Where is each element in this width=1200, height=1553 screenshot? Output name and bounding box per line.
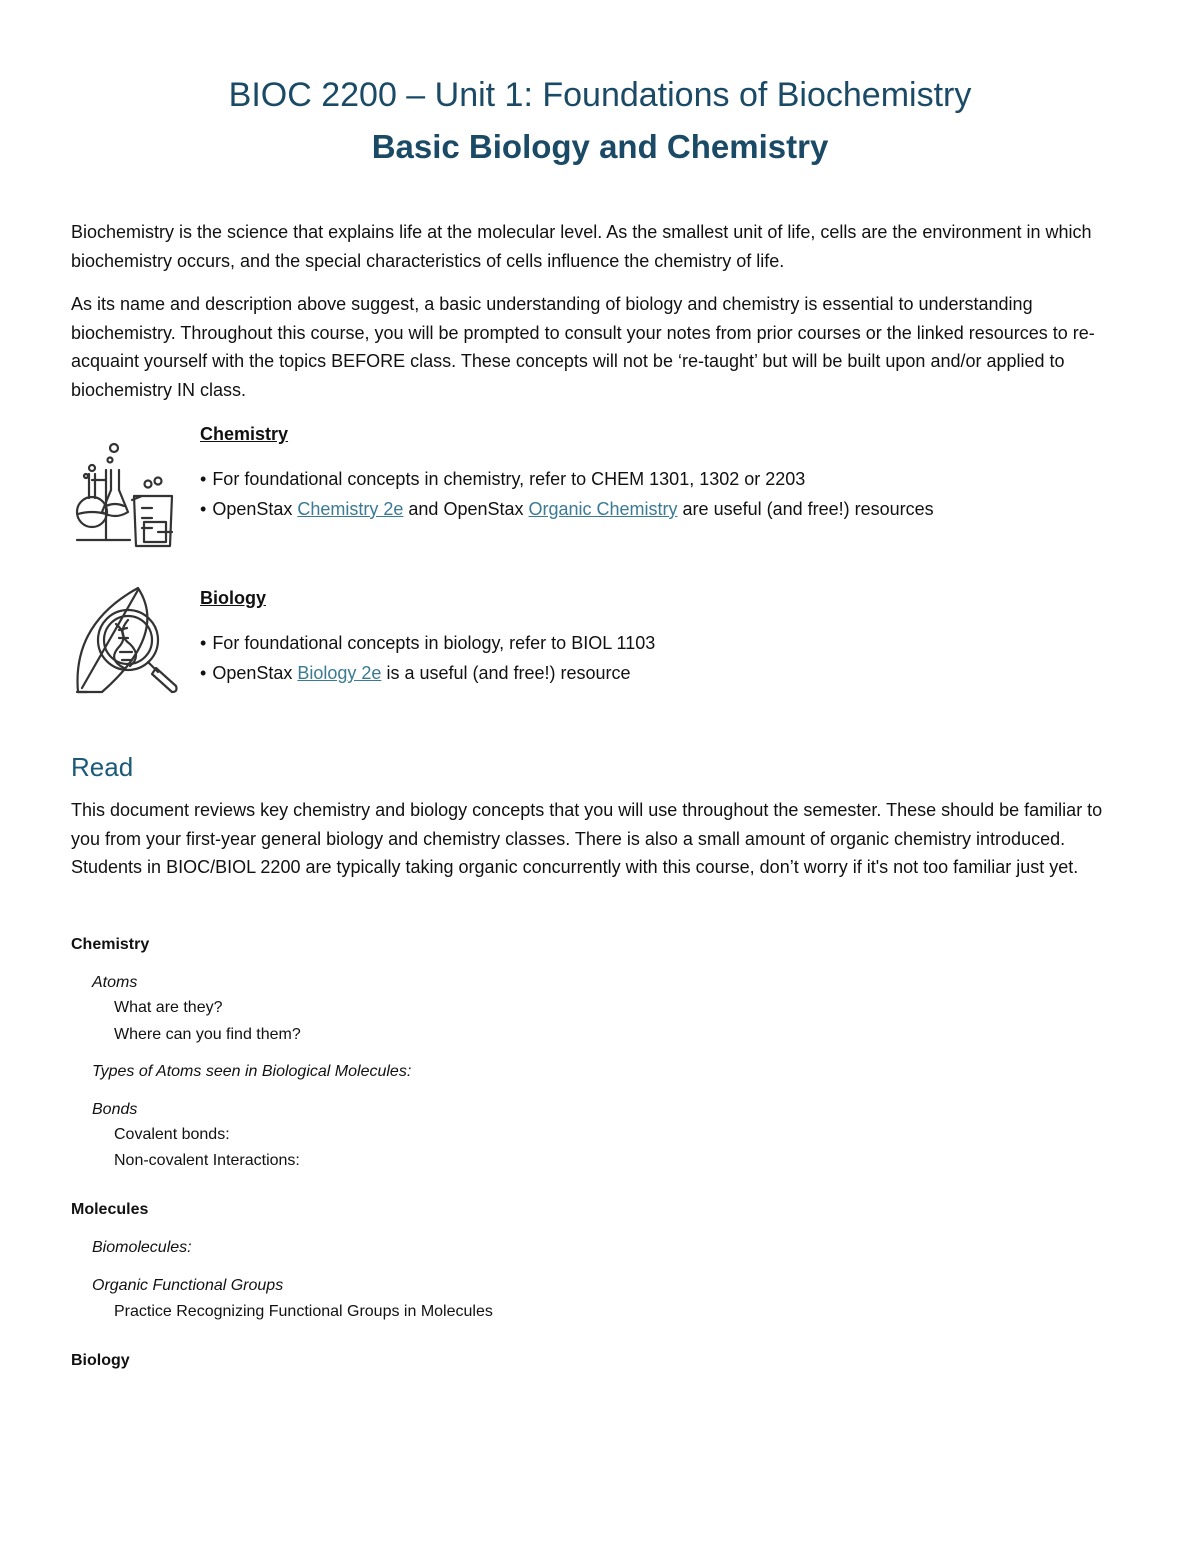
outline-atoms-q1: What are they?	[114, 999, 223, 1016]
outline-atoms: Atoms	[92, 974, 138, 991]
biology-bullet-2-prefix: OpenStax	[212, 663, 298, 683]
intro-paragraph-1: Biochemistry is the science that explains life at the molecular level. As the smallest unit of life, cells are the environment in which biochemistry occurs, and the special characteristics of cells influence the chemistry of life.	[71, 222, 1092, 271]
outline-atoms-q2: Where can you find them?	[114, 1026, 301, 1043]
outline-functional-groups: Organic Functional Groups	[92, 1277, 284, 1294]
chemistry-lab-icon	[72, 440, 182, 552]
organic-chemistry-link[interactable]: Organic Chemistry	[528, 499, 678, 519]
chemistry-2e-link[interactable]: Chemistry 2e	[297, 499, 404, 519]
outline-biology-heading: Biology	[71, 1352, 130, 1369]
chemistry-bullet-2-prefix: OpenStax	[212, 499, 298, 519]
document-title: BIOC 2200 – Unit 1: Foundations of Biochemistry	[228, 76, 972, 114]
biology-section-heading: Biology	[200, 588, 266, 608]
biology-bullet-1-text: For foundational concepts in biology, refer to BIOL 1103	[212, 633, 656, 653]
outline-noncovalent: Non-covalent Interactions:	[114, 1152, 300, 1169]
chemistry-bullet-1	[200, 464, 805, 494]
chemistry-bullet-2-suffix: are useful (and free!) resources	[677, 499, 934, 519]
outline-covalent-bonds: Covalent bonds:	[114, 1126, 230, 1143]
bullet-dot: •	[200, 633, 207, 653]
biology-bullet-2-suffix: is a useful (and free!) resource	[381, 663, 631, 683]
biology-bullet-1	[200, 628, 655, 658]
outline-chemistry-heading: Chemistry	[71, 936, 150, 953]
chemistry-bullet-2-middle: and OpenStax	[403, 499, 529, 519]
bullet-dot: •	[200, 663, 207, 683]
document-subtitle: Basic Biology and Chemistry	[371, 128, 829, 165]
intro-paragraph-2: As its name and description above suggest, a basic understanding of biology and chemistry is essential to understanding biochemistry. Throughout this course, you will be prompted to consult your notes from prior courses or the linked resources to re-acquaint yourself with the topics BEFORE class. These concepts will not be ‘re-taught’ but will be built upon and/or applied to biochemistry IN class.	[71, 294, 1095, 400]
outline-practice: Practice Recognizing Functional Groups in Molecules	[114, 1303, 493, 1320]
chemistry-bullet-1-text: For foundational concepts in chemistry, refer to CHEM 1301, 1302 or 2203	[212, 469, 806, 489]
biology-bullet-2	[200, 658, 631, 688]
chemistry-section-heading: Chemistry	[200, 424, 289, 444]
bullet-dot: •	[200, 499, 207, 519]
read-paragraph: This document reviews key chemistry and biology concepts that you will use throughout the semester. These should be familiar to you from your first-year general biology and chemistry classes. There is also a small amount of organic chemistry introduced. Students in BIOC/BIOL 2200 are typically taking organic concurrently with this course, don’t worry if it's not too familiar just yet.	[71, 800, 1103, 877]
biology-2e-link[interactable]: Biology 2e	[297, 663, 382, 683]
read-heading: Read	[71, 752, 134, 782]
outline-bonds: Bonds	[92, 1101, 138, 1118]
bullet-dot: •	[200, 469, 207, 489]
biology-magnifier-icon	[72, 584, 182, 696]
outline-molecules-heading: Molecules	[71, 1201, 149, 1218]
outline-atom-types: Types of Atoms seen in Biological Molecules:	[92, 1063, 412, 1080]
chemistry-bullet-2	[200, 494, 934, 524]
outline-biomolecules: Biomolecules:	[92, 1239, 192, 1256]
